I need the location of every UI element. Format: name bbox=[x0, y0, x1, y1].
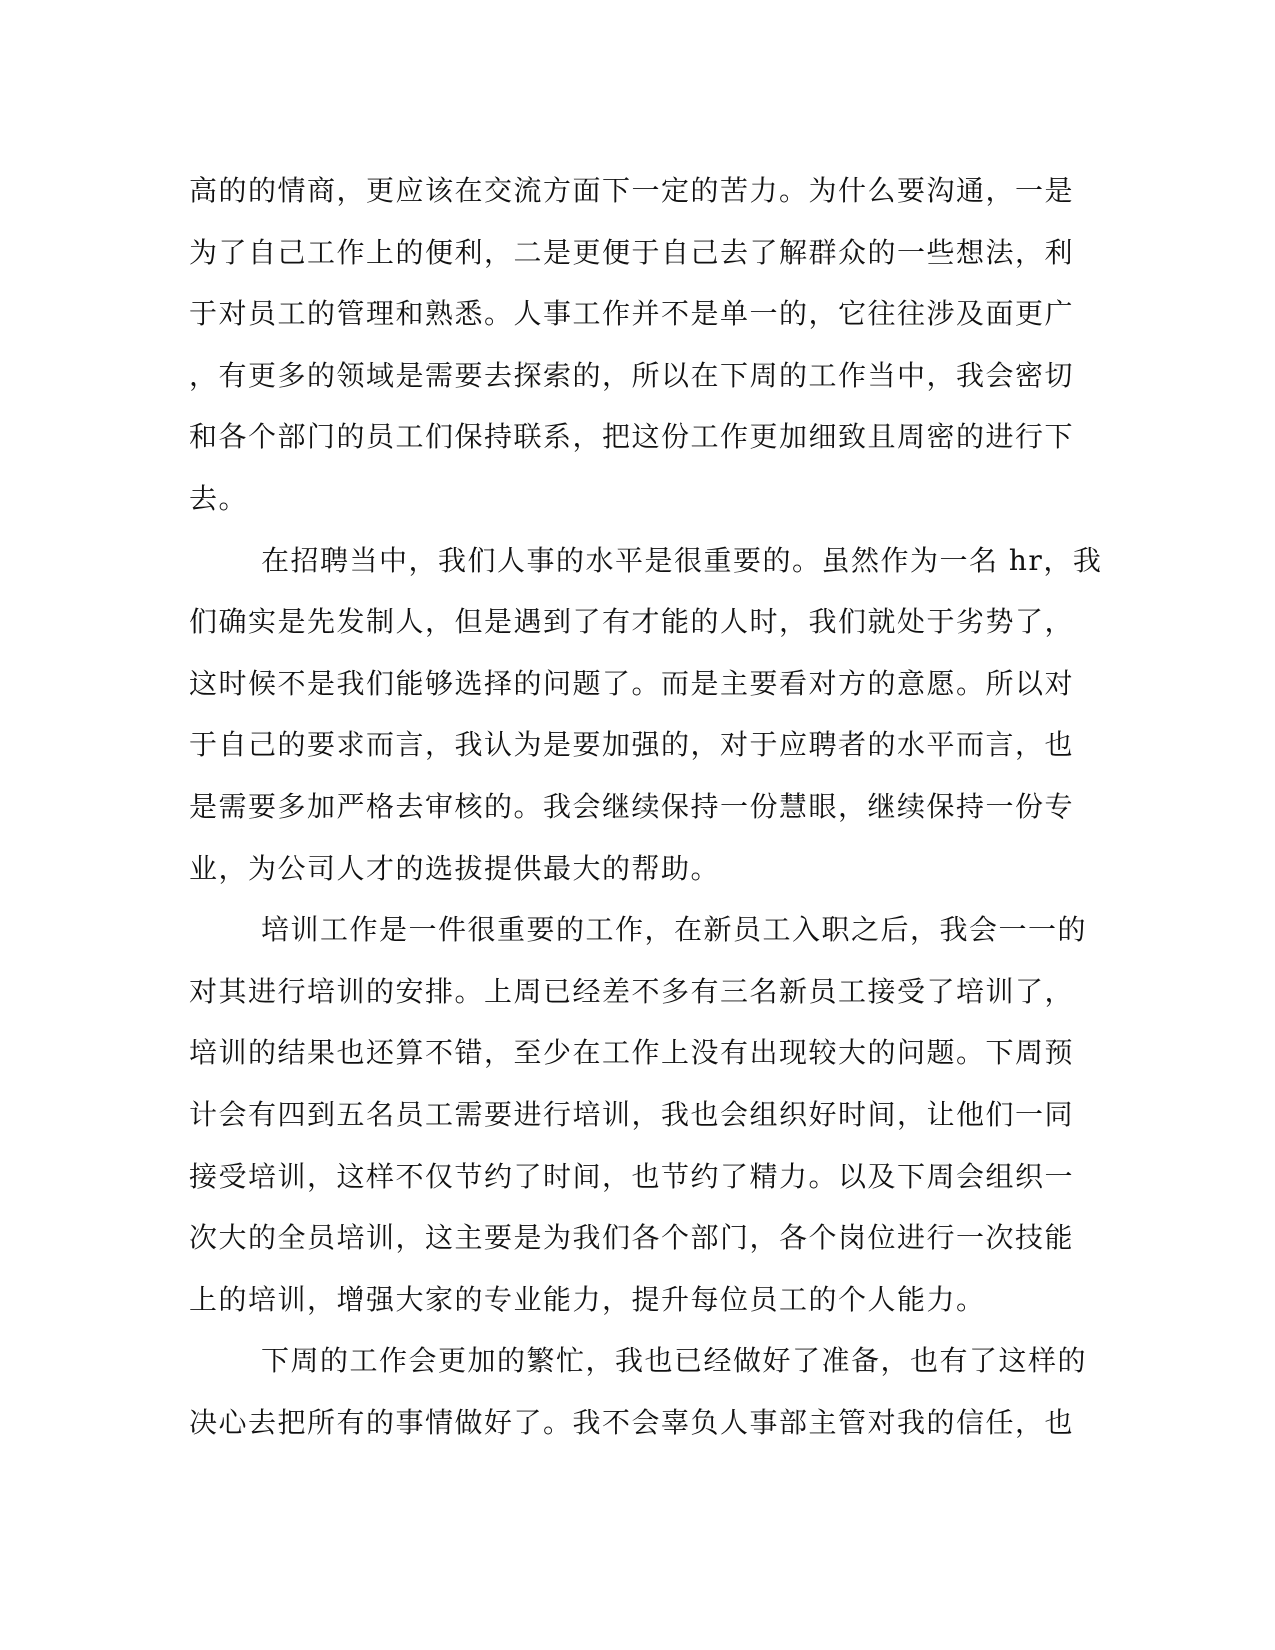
paragraph-first-line: 下周的工作会更加的繁忙，我也已经做好了准备，也有了这样的 bbox=[261, 1344, 1088, 1378]
text-line: ，有更多的领域是需要去探索的，所以在下周的工作当中，我会密切 bbox=[189, 358, 1075, 392]
text-line: 这时候不是我们能够选择的问题了。而是主要看对方的意愿。所以对 bbox=[189, 666, 1075, 700]
paragraph-first-line: 在招聘当中，我们人事的水平是很重要的。虽然作为一名 hr，我 bbox=[261, 543, 1103, 577]
text-line: 接受培训，这样不仅节约了时间，也节约了精力。以及下周会组织一 bbox=[189, 1159, 1075, 1193]
text-line: 次大的全员培训，这主要是为我们各个部门，各个岗位进行一次技能 bbox=[189, 1221, 1075, 1255]
text-line: 于对员工的管理和熟悉。人事工作并不是单一的，它往往涉及面更广 bbox=[189, 297, 1075, 331]
text-line: 上的培训，增强大家的专业能力，提升每位员工的个人能力。 bbox=[189, 1282, 986, 1316]
text-line: 为了自己工作上的便利，二是更便于自己去了解群众的一些想法，利 bbox=[189, 235, 1075, 269]
text-line: 对其进行培训的安排。上周已经差不多有三名新员工接受了培训了， bbox=[189, 974, 1075, 1008]
text-line: 业，为公司人才的选拔提供最大的帮助。 bbox=[189, 851, 721, 885]
text-line: 是需要多加严格去审核的。我会继续保持一份慧眼，继续保持一份专 bbox=[189, 789, 1075, 823]
paragraph-first-line: 培训工作是一件很重要的工作，在新员工入职之后，我会一一的 bbox=[261, 913, 1088, 947]
text-line: 培训的结果也还算不错，至少在工作上没有出现较大的问题。下周预 bbox=[189, 1036, 1075, 1070]
text-line: 决心去把所有的事情做好了。我不会辜负人事部主管对我的信任，也 bbox=[189, 1405, 1075, 1439]
text-line: 计会有四到五名员工需要进行培训，我也会组织好时间，让他们一同 bbox=[189, 1097, 1075, 1131]
document-body bbox=[189, 160, 1103, 1453]
text-line: 们确实是先发制人，但是遇到了有才能的人时，我们就处于劣势了， bbox=[189, 605, 1075, 639]
text-line: 高的的情商，更应该在交流方面下一定的苦力。为什么要沟通，一是 bbox=[189, 174, 1075, 207]
text-line: 去。 bbox=[189, 481, 249, 515]
text-line: 于自己的要求而言，我认为是要加强的，对于应聘者的水平而言，也 bbox=[189, 728, 1075, 762]
text-line: 和各个部门的员工们保持联系，把这份工作更加细致且周密的进行下 bbox=[189, 420, 1075, 454]
